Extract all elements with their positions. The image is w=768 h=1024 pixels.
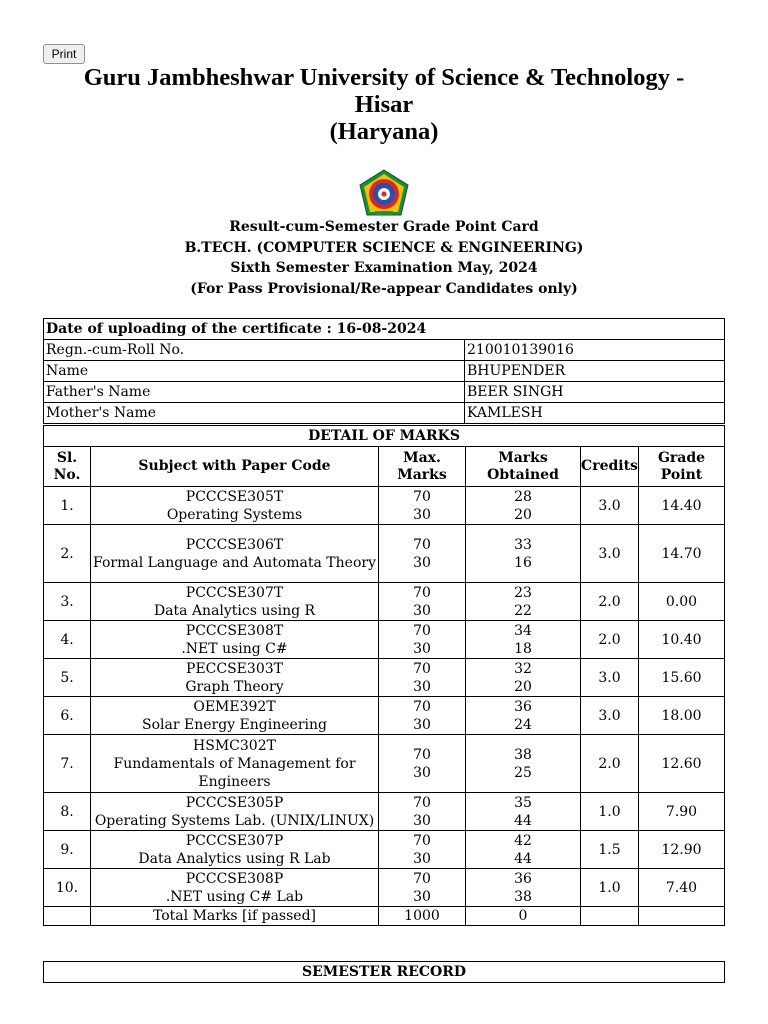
marks-obtained: [466, 869, 581, 907]
credits: 1.0: [581, 793, 639, 831]
max-marks: [379, 525, 466, 583]
marks-obtained: [466, 831, 581, 869]
table-row: [44, 793, 725, 831]
col-sl: Sl. No.: [44, 447, 91, 487]
obtained-marks-value: 44: [514, 812, 532, 829]
credits: 2.0: [581, 583, 639, 621]
university-name-line: Hisar: [354, 91, 414, 118]
subject-cell: [91, 583, 379, 621]
subject-cell: [91, 487, 379, 525]
paper-code: OEME392T: [193, 698, 276, 715]
max-marks: [379, 583, 466, 621]
obtained-marks-value: 42: [514, 832, 532, 849]
obtained-marks-value: 38: [514, 746, 532, 763]
subject-name: Graph Theory: [185, 678, 284, 695]
total-max: 1000: [379, 907, 466, 926]
serial-no: 2.: [44, 525, 91, 583]
obtained-marks-value: 20: [514, 678, 532, 695]
marks-section-title: DETAIL OF MARKS: [44, 426, 725, 447]
obtained-marks-value: 16: [514, 554, 532, 571]
obtained-marks-value: 32: [514, 660, 532, 677]
table-row: [44, 525, 725, 583]
card-header: [40, 217, 728, 299]
max-marks-value: 30: [413, 678, 431, 695]
col-marks-obtained: Marks Obtained: [466, 447, 581, 487]
table-row: [44, 735, 725, 793]
max-marks: [379, 659, 466, 697]
col-credits: Credits: [581, 447, 639, 487]
serial-no: 9.: [44, 831, 91, 869]
grade-point: 18.00: [639, 697, 725, 735]
max-marks-value: 70: [413, 536, 431, 553]
marks-table: [43, 425, 725, 926]
obtained-marks-value: 36: [514, 698, 532, 715]
table-row: [44, 697, 725, 735]
credits: 1.5: [581, 831, 639, 869]
grade-point: 0.00: [639, 583, 725, 621]
roll-value: 210010139016: [465, 340, 725, 361]
max-marks: [379, 697, 466, 735]
max-marks: [379, 621, 466, 659]
university-state: (Haryana): [329, 118, 439, 145]
paper-code: HSMC302T: [193, 737, 276, 754]
student-info-table: [43, 318, 725, 424]
serial-no: 6.: [44, 697, 91, 735]
grade-point: 15.60: [639, 659, 725, 697]
university-name: [40, 64, 728, 145]
paper-code: PECCSE303T: [186, 660, 283, 677]
obtained-marks-value: 28: [514, 488, 532, 505]
paper-code: PCCCSE305T: [185, 488, 284, 505]
roll-label: Regn.-cum-Roll No.: [44, 340, 465, 361]
col-subject: Subject with Paper Code: [91, 447, 379, 487]
mother-label: Mother's Name: [44, 403, 465, 424]
max-marks-value: 30: [413, 716, 431, 733]
total-obtained: 0: [466, 907, 581, 926]
table-row: [44, 869, 725, 907]
max-marks-value: 70: [413, 698, 431, 715]
obtained-marks-value: 33: [514, 536, 532, 553]
table-row: [44, 583, 725, 621]
credits: 2.0: [581, 735, 639, 793]
obtained-marks-value: 25: [514, 764, 532, 781]
subject-cell: [91, 869, 379, 907]
serial-no: 3.: [44, 583, 91, 621]
obtained-marks-value: 22: [514, 602, 532, 619]
total-label: Total Marks [if passed]: [91, 907, 379, 926]
subject-name: Operating Systems Lab. (UNIX/LINUX): [94, 812, 375, 829]
subject-cell: [91, 735, 379, 793]
table-row: [44, 340, 725, 361]
subject-cell: [91, 793, 379, 831]
max-marks-value: 30: [413, 888, 431, 905]
serial-no: 8.: [44, 793, 91, 831]
table-row: [44, 382, 725, 403]
serial-no: 10.: [44, 869, 91, 907]
grade-point: 14.70: [639, 525, 725, 583]
serial-no: 7.: [44, 735, 91, 793]
subject-name: .NET using C# Lab: [165, 888, 304, 905]
upload-date: Date of uploading of the certificate : 16-08-2024: [44, 319, 725, 340]
grade-point: 10.40: [639, 621, 725, 659]
serial-no: 4.: [44, 621, 91, 659]
obtained-marks-value: 35: [514, 794, 532, 811]
obtained-marks-value: 23: [514, 584, 532, 601]
credits: 3.0: [581, 659, 639, 697]
exam-name: Sixth Semester Examination May, 2024: [230, 260, 538, 276]
subject-name: Data Analytics using R: [153, 602, 316, 619]
max-marks-value: 30: [413, 850, 431, 867]
max-marks-value: 30: [413, 506, 431, 523]
university-name-line: Guru Jambheshwar University of Science & Technology -: [83, 64, 685, 91]
name-label: Name: [44, 361, 465, 382]
max-marks-value: 30: [413, 602, 431, 619]
max-marks: [379, 831, 466, 869]
max-marks: [379, 487, 466, 525]
marks-obtained: [466, 697, 581, 735]
marks-obtained: [466, 621, 581, 659]
grade-point: 12.60: [639, 735, 725, 793]
paper-code: PCCCSE308P: [185, 870, 284, 887]
max-marks-value: 70: [413, 794, 431, 811]
table-row: [44, 361, 725, 382]
max-marks-value: 70: [413, 660, 431, 677]
subject-name: Formal Language and Automata Theory: [93, 554, 376, 571]
credits: 1.0: [581, 869, 639, 907]
candidate-note: (For Pass Provisional/Re-appear Candidates only): [190, 280, 578, 297]
marks-obtained: [466, 793, 581, 831]
subject-cell: [91, 831, 379, 869]
marks-obtained: [466, 487, 581, 525]
max-marks: [379, 735, 466, 793]
total-row: [44, 907, 725, 926]
paper-code: PCCCSE305P: [185, 794, 284, 811]
paper-code: PCCCSE307P: [185, 832, 284, 849]
subject-cell: [91, 621, 379, 659]
grade-point: 7.40: [639, 869, 725, 907]
mother-value: KAMLESH: [465, 403, 725, 424]
col-grade-point: Grade Point: [639, 447, 725, 487]
subject-cell: [91, 659, 379, 697]
grade-point: 14.40: [639, 487, 725, 525]
obtained-marks-value: 36: [514, 870, 532, 887]
obtained-marks-value: 34: [514, 622, 532, 639]
paper-code: PCCCSE308T: [185, 622, 284, 639]
credits: 3.0: [581, 487, 639, 525]
obtained-marks-value: 20: [514, 506, 532, 523]
obtained-marks-value: 44: [514, 850, 532, 867]
marks-obtained: [466, 735, 581, 793]
marks-obtained: [466, 525, 581, 583]
col-max-marks: Max. Marks: [379, 447, 466, 487]
max-marks-value: 30: [413, 812, 431, 829]
max-marks-value: 30: [413, 764, 431, 781]
max-marks: [379, 869, 466, 907]
marks-obtained: [466, 659, 581, 697]
credits: 3.0: [581, 697, 639, 735]
subject-name: Fundamentals of Management for Engineers: [113, 755, 356, 790]
subject-cell: [91, 697, 379, 735]
program-name: B.TECH. (COMPUTER SCIENCE & ENGINEERING): [184, 239, 584, 256]
semester-record-title: SEMESTER RECORD: [43, 961, 725, 983]
serial-no: 5.: [44, 659, 91, 697]
table-row: [44, 403, 725, 424]
max-marks-value: 70: [413, 622, 431, 639]
credits: 3.0: [581, 525, 639, 583]
max-marks-value: 70: [413, 870, 431, 887]
father-label: Father's Name: [44, 382, 465, 403]
max-marks-value: 70: [413, 584, 431, 601]
subject-name: Operating Systems: [166, 506, 303, 523]
obtained-marks-value: 24: [514, 716, 532, 733]
marks-obtained: [466, 583, 581, 621]
grade-point: 7.90: [639, 793, 725, 831]
max-marks-value: 30: [413, 554, 431, 571]
subject-name: Solar Energy Engineering: [142, 716, 327, 733]
max-marks: [379, 793, 466, 831]
max-marks-value: 30: [413, 640, 431, 657]
table-row: [44, 621, 725, 659]
table-row: [44, 487, 725, 525]
subject-name: Data Analytics using R Lab: [138, 850, 331, 867]
card-title: Result-cum-Semester Grade Point Card: [229, 219, 539, 235]
table-row: [44, 659, 725, 697]
credits: 2.0: [581, 621, 639, 659]
max-marks-value: 70: [413, 488, 431, 505]
obtained-marks-value: 38: [514, 888, 532, 905]
obtained-marks-value: 18: [514, 640, 532, 657]
max-marks-value: 70: [413, 832, 431, 849]
university-logo-icon: [358, 169, 410, 217]
grade-point: 12.90: [639, 831, 725, 869]
subject-cell: [91, 525, 379, 583]
serial-no: 1.: [44, 487, 91, 525]
table-row: [44, 831, 725, 869]
father-value: BEER SINGH: [465, 382, 725, 403]
subject-name: .NET using C#: [181, 640, 288, 657]
name-value: BHUPENDER: [465, 361, 725, 382]
marks-header-row: [44, 447, 725, 487]
print-button[interactable]: Print: [43, 44, 85, 64]
paper-code: PCCCSE307T: [185, 584, 284, 601]
paper-code: PCCCSE306T: [185, 536, 284, 553]
max-marks-value: 70: [413, 746, 431, 763]
